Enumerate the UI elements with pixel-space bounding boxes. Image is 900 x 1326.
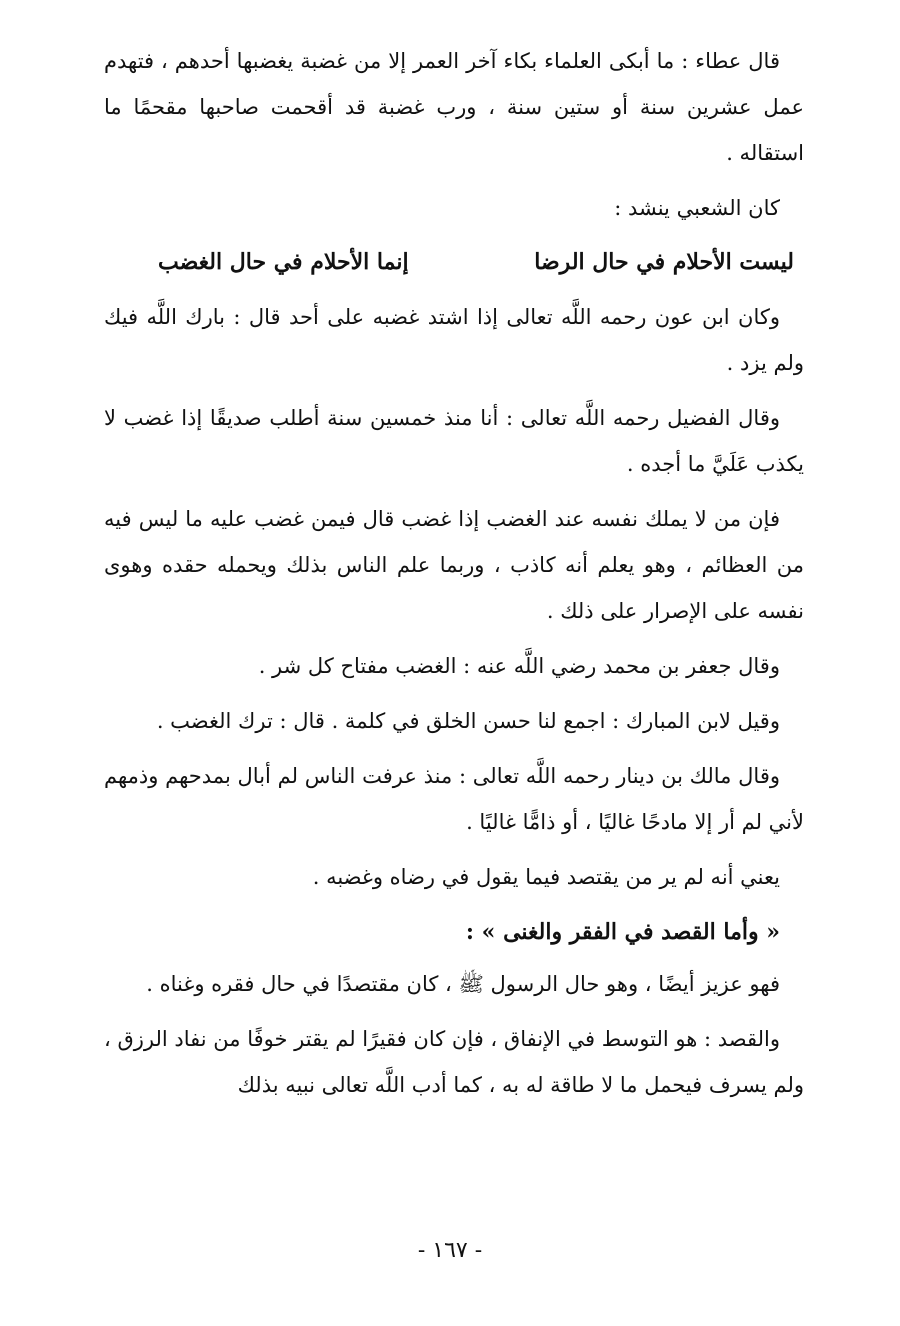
paragraph-prophet-moderation: فهو عزيز أيضًا ، وهو حال الرسول ﷺ ، كان مقتصدًا في حال فقره وغناه . xyxy=(146,972,780,996)
paragraph-qasd-definition: والقصد : هو التوسط في الإنفاق ، فإن كان فقيرًا لم يقتر خوفًا من نفاد الرزق ، ولم يسرف فيحمل ما لا طاقة له به ، كما أدب اللَّه تعالى نبيه بذلك xyxy=(104,1027,804,1097)
page-number: - ١٦٧ - xyxy=(417,1238,483,1263)
paragraph-fudayl: وقال الفضيل رحمه اللَّه تعالى : أنا منذ خمسين سنة أطلب صديقًا إذا غضب لا يكذب عَلَيَّ ما أجده . xyxy=(104,406,804,476)
paragraph-anger-explanation: فإن من لا يملك نفسه عند الغضب إذا غضب قال فيمن غضب عليه ما ليس فيه من العظائم ، وهو يعلم أنه كاذب ، وربما علم الناس بذلك ويحمله حقده وهوى نفسه على الإصرار على ذلك . xyxy=(104,507,804,623)
paragraph-malik-ibn-dinar: وقال مالك بن دينار رحمه اللَّه تعالى : منذ عرفت الناس لم أبال بمدحهم وذمهم لأني لم أر إلا مادحًا غاليًا ، أو ذامًّا غاليًا . xyxy=(104,764,804,834)
poetry-verse xyxy=(158,240,794,284)
page-body xyxy=(104,38,804,1117)
paragraph-ibn-awn: وكان ابن عون رحمه اللَّه تعالى إذا اشتد غضبه على أحد قال : بارك اللَّه فيك ولم يزد . xyxy=(104,305,804,375)
verse-second-hemistich: إنما الأحلام في حال الغضب xyxy=(158,249,409,275)
paragraph-explanation: يعني أنه لم ير من يقتصد فيما يقول في رضاه وغضبه . xyxy=(312,865,780,889)
paragraph-ata: قال عطاء : ما أبكى العلماء بكاء آخر العمر إلا من غضبة يغضبها أحدهم ، فتهدم عمل عشرين سنة أو ستين سنة ، ورب غضبة قد أقحمت صاحبها مقحمًا ما استقاله . xyxy=(104,49,804,165)
paragraph-jafar: وقال جعفر بن محمد رضي اللَّه عنه : الغضب مفتاح كل شر . xyxy=(258,654,780,678)
verse-first-hemistich: ليست الأحلام في حال الرضا xyxy=(534,249,794,275)
section-heading: « وأما القصد في الفقر والغنى » : xyxy=(465,919,780,945)
paragraph-shabi-intro: كان الشعبي ينشد : xyxy=(614,196,780,220)
paragraph-ibn-mubarak: وقيل لابن المبارك : اجمع لنا حسن الخلق في كلمة . قال : ترك الغضب . xyxy=(156,709,780,733)
